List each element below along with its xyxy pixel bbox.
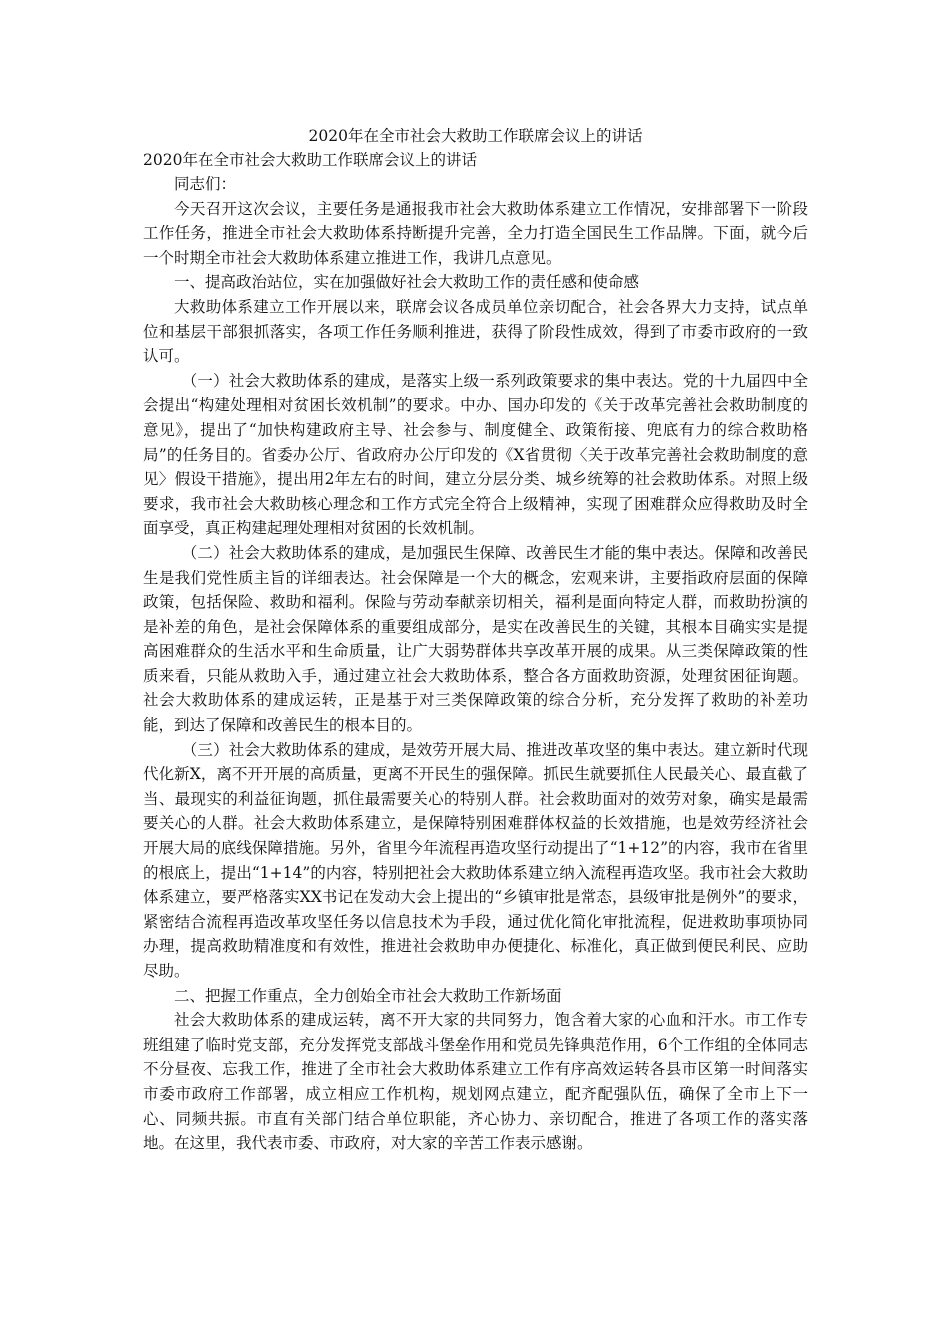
document-page [143,124,808,1156]
subsection-paragraph-1: （一）社会大救助体系的建成，是落实上级一系列政策要求的集中表达。党的十九届四中全会提出“构建处理相对贫困长效机制”的要求。中办、国办印发的《关于改革完善社会救助制度的意见》，提出了“加快构建政府主导、社会参与、制度健全、政策衔接、兜底有力的综合救助格局”的任务目的。省委办公厅、省政府办公厅印发的《X省贯彻〈关于改革完善社会救助制度的意见〉假设干措施》，提出用2年左右的时间，建立分层分类、城乡统筹的社会救助体系。对照上级要求，我市社会大救助核心理念和工作方式完全符合上级精神，实现了困难群众应得救助及时全面享受，真正构建起理处理相对贫困的长效机制。 [143,371,808,538]
section-heading-1: 一、提高政治站位，实在加强做好社会大救助工作的责任感和使命感 [174,273,640,292]
section-heading-2: 二、把握工作重点，全力创始全市社会大救助工作新场面 [174,986,562,1005]
body-paragraph: 大救助体系建立工作开展以来，联席会议各成员单位亲切配合，社会各界大力支持，试点单位和基层干部狠抓落实，各项工作任务顺利推进，获得了阶段性成效，得到了市委市政府的一致认可。 [143,297,808,366]
document-subtitle: 2020年在全市社会大救助工作联席会议上的讲话 [143,151,477,169]
body-paragraph: 社会大救助体系的建成运转，离不开大家的共同努力，饱含着大家的心血和汗水。市工作专班组建了临时党支部，充分发挥党支部战斗堡垒作用和党员先锋典范作用，6个工作组的全体同志不分昼夜、忘我工作，推进了全市社会大救助体系建立工作有序高效运转各县市区第一时间落实市委市政府工作部署，成立相应工作机构，规划网点建立，配齐配强队伍，确保了全市上下一心、同频共振。市直有关部门结合单位职能，齐心协力、亲切配合，推进了各项工作的落实落地。在这里，我代表市委、市政府，对大家的辛苦工作表示感谢。 [143,1011,808,1153]
subsection-paragraph-3: （三）社会大救助体系的建成，是效劳开展大局、推进改革攻坚的集中表达。建立新时代现代化新X，离不开开展的高质量，更离不开民生的强保障。抓民生就要抓住人民最关心、最直截了当、最现实的利益征询题，抓住最需要关心的特别人群。社会救助面对的效劳对象，确实是最需要关心的人群。社会大救助体系建立，是保障特别困难群体权益的长效措施，也是效劳经济社会开展大局的底线保障措施。另外，省里今年流程再造攻坚行动提出了“1+12”的内容，我市在省里的根底上，提出“1+14”的内容，特别把社会大救助体系建立纳入流程再造攻坚。我市社会大救助体系建立，要严格落实XX书记在发动大会上提出的“乡镇审批是常态，县级审批是例外”的要求，紧密结合流程再造改革攻坚任务以信息技术为手段，通过优化简化审批流程，促进救助事项协同办理，提高救助精准度和有效性，推进社会救助申办便捷化、标准化，真正做到便民利民、应助尽助。 [143,740,808,980]
subsection-paragraph-2: （二）社会大救助体系的建成，是加强民生保障、改善民生才能的集中表达。保障和改善民生是我们党性质主旨的详细表达。社会保障是一个大的概念，宏观来讲，主要指政府层面的保障政策，包括保险、救助和福利。保险与劳动奉献亲切相关，福利是面向特定人群，而救助扮演的是补差的角色，是社会保障体系的重要组成部分，是实在改善民生的关键，其根本目确实实是提高困难群众的生活水平和生命质量，让广大弱势群体共享改革开展的成果。从三类保障政策的性质来看，只能从救助入手，通过建立社会大救助体系，整合各方面救助资源，处理贫困征询题。社会大救助体系的建成运转，正是基于对三类保障政策的综合分析，充分发挥了救助的补差功能，到达了保障和改善民生的根本目的。 [143,543,808,735]
document-title: 2020年在全市社会大救助工作联席会议上的讲话 [308,127,643,145]
intro-paragraph: 今天召开这次会议，主要任务是通报我市社会大救助体系建立工作情况，安排部署下一阶段工作任务，推进全市社会大救助体系持断提升完善，全力打造全国民生工作品牌。下面，就今后一个时期全市社会大救助体系建立推进工作，我讲几点意见。 [143,199,808,267]
salutation: 同志们： [174,175,237,193]
